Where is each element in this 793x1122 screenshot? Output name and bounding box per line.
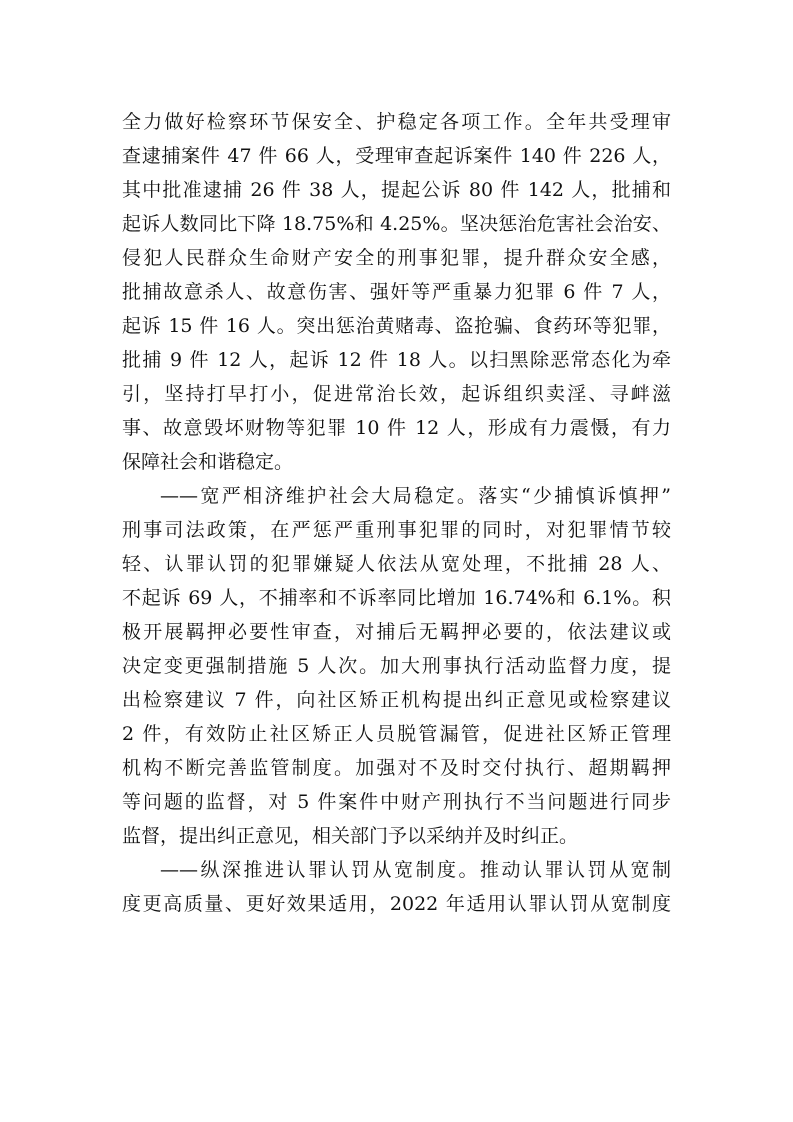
text-line: 引，坚持打早打小，促进常治长效，起诉组织卖淫、寻衅滋: [122, 383, 671, 405]
paragraph-end-line: 监督，提出纠正意见，相关部门予以采纳并及时纠正。: [122, 825, 579, 847]
text-line: 机构不断完善监管制度。加强对不及时交付执行、超期羁押: [122, 757, 671, 779]
text-line: 侵犯人民群众生命财产安全的刑事犯罪，提升群众安全感，: [122, 247, 671, 269]
body-text: [122, 105, 671, 921]
text-line: 全力做好检察环节保安全、护稳定各项工作。全年共受理审: [122, 111, 671, 133]
text-line: 批捕故意杀人、故意伤害、强奸等严重暴力犯罪 6 件 7 人，: [122, 281, 671, 303]
text-line: 2 件，有效防止社区矫正人员脱管漏管，促进社区矫正管理: [122, 723, 671, 745]
text-line: 事、故意毁坏财物等犯罪 10 件 12 人，形成有力震慑，有力: [122, 417, 671, 439]
text-line: 极开展羁押必要性审查，对捕后无羁押必要的，依法建议或: [122, 621, 671, 643]
text-line: 起诉 15 件 16 人。突出惩治黄赌毒、盗抢骗、食药环等犯罪，: [122, 315, 671, 337]
section-heading-line: ——纵深推进认罪认罚从宽制度。推动认罪认罚从宽制: [160, 859, 671, 881]
text-line: 度更高质量、更好效果适用，2022 年适用认罪认罚从宽制度: [122, 893, 671, 915]
text-line: 决定变更强制措施 5 人次。加大刑事执行活动监督力度，提: [122, 655, 671, 677]
text-line: 批捕 9 件 12 人，起诉 12 件 18 人。以扫黑除恶常态化为牵: [122, 349, 671, 371]
text-line: 刑事司法政策，在严惩严重刑事犯罪的同时，对犯罪情节较: [122, 519, 671, 541]
text-line: 等问题的监督，对 5 件案件中财产刑执行不当问题进行同步: [122, 791, 671, 813]
text-line: 查逮捕案件 47 件 66 人，受理审查起诉案件 140 件 226 人，: [122, 145, 671, 167]
text-line: 其中批准逮捕 26 件 38 人，提起公诉 80 件 142 人，批捕和: [122, 179, 671, 201]
text-line: 轻、认罪认罚的犯罪嫌疑人依法从宽处理，不批捕 28 人、: [122, 553, 671, 575]
paragraph-end-line: 保障社会和谐稳定。: [122, 451, 294, 473]
text-line: 不起诉 69 人，不捕率和不诉率同比增加 16.74%和 6.1%。积: [122, 587, 671, 609]
section-heading-line: ——宽严相济维护社会大局稳定。落实“少捕慎诉慎押”: [160, 485, 671, 507]
text-line: 出检察建议 7 件，向社区矫正机构提出纠正意见或检察建议: [122, 689, 671, 711]
text-line: 起诉人数同比下降 18.75%和 4.25%。坚决惩治危害社会治安、: [122, 213, 671, 235]
